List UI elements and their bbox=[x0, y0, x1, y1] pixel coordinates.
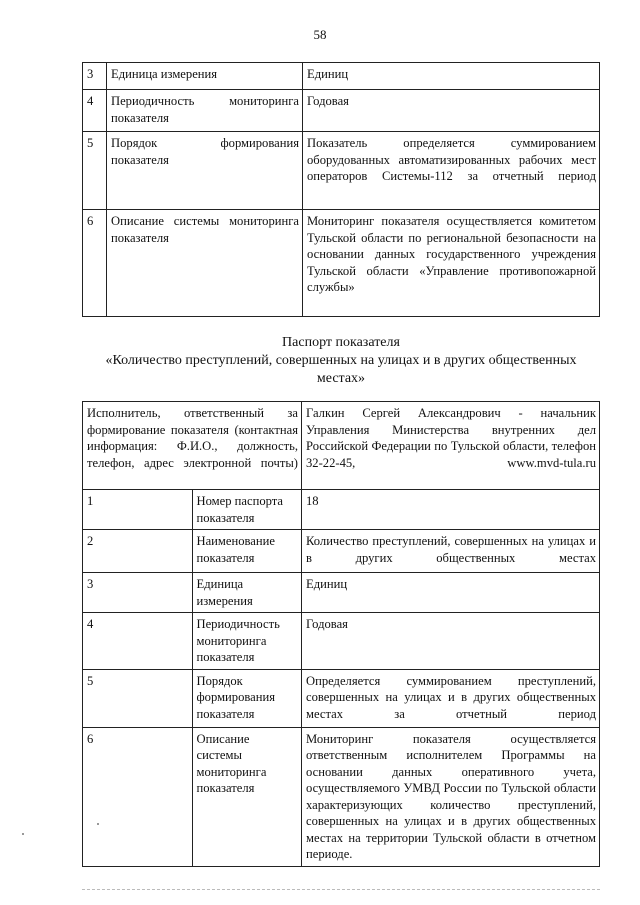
row-number: 3 bbox=[83, 63, 107, 90]
executor-label: Исполнитель, ответственный за формирование показателя (контактная информация: Ф.И.О., должность, телефон, адрес электронной почты) bbox=[83, 402, 302, 490]
row-number: 1 bbox=[83, 490, 193, 530]
row-label: Единица измерения bbox=[192, 573, 302, 613]
row-label: Описание системы мониторинга показателя bbox=[107, 210, 303, 317]
table-row bbox=[83, 402, 600, 490]
table-row bbox=[83, 490, 600, 530]
row-label: Периодичность мониторинга показателя bbox=[107, 90, 303, 132]
table-row bbox=[83, 63, 600, 90]
row-value: Единиц bbox=[302, 573, 600, 613]
indicator-passport-table bbox=[82, 401, 600, 867]
scan-speck bbox=[97, 823, 99, 825]
row-value: Количество преступлений, совершенных на улицах и в других общественных местах bbox=[302, 530, 600, 573]
row-label: Единица измерения bbox=[107, 63, 303, 90]
row-number: 6 bbox=[83, 727, 193, 866]
row-number: 5 bbox=[83, 132, 107, 210]
indicator-table-continued bbox=[82, 62, 600, 317]
row-number: 4 bbox=[83, 613, 193, 670]
table-row bbox=[83, 90, 600, 132]
row-number: 6 bbox=[83, 210, 107, 317]
table-row bbox=[83, 530, 600, 573]
row-label: Номер паспорта показателя bbox=[192, 490, 302, 530]
row-number: 5 bbox=[83, 669, 193, 727]
row-value: 18 bbox=[302, 490, 600, 530]
row-number: 2 bbox=[83, 530, 193, 573]
table-row bbox=[83, 613, 600, 670]
table-row bbox=[83, 573, 600, 613]
row-value: Годовая bbox=[302, 613, 600, 670]
row-value: Мониторинг показателя осуществляется ответственным исполнителем Программы на основании данных оперативного учета, осуществляемого УМВД России по Тульской области характеризующих количество преступлений, совершенных на улицах и в других общественных местах на территории Тульской области в отчетном периоде. bbox=[302, 727, 600, 866]
row-value: Мониторинг показателя осуществляется комитетом Тульской области по региональной безопасности на основании данных государственного учреждения Тульской области «Управление противопожарной службы» bbox=[303, 210, 600, 317]
table-row bbox=[83, 727, 600, 866]
table-row bbox=[83, 132, 600, 210]
row-number: 3 bbox=[83, 573, 193, 613]
table-row bbox=[83, 669, 600, 727]
row-value: Годовая bbox=[303, 90, 600, 132]
passport-title-line1: Паспорт показателя bbox=[282, 335, 400, 350]
row-label: Порядок формирования показателя bbox=[192, 669, 302, 727]
scan-speck bbox=[22, 833, 24, 835]
row-value: Единиц bbox=[303, 63, 600, 90]
passport-title-line2: «Количество преступлений, совершенных на улицах и в других общественных местах» bbox=[105, 353, 577, 386]
executor-value: Галкин Сергей Александрович - начальник Управления Министерства внутренних дел Российской Федерации по Тульской области, телефон 32-22-45, www.mvd-tula.ru bbox=[302, 402, 600, 490]
row-label: Описание системы мониторинга показателя bbox=[192, 727, 302, 866]
row-label: Порядок формирования показателя bbox=[107, 132, 303, 210]
passport-title bbox=[82, 334, 600, 388]
row-label: Периодичность мониторинга показателя bbox=[192, 613, 302, 670]
table-row bbox=[83, 210, 600, 317]
row-value: Показатель определяется суммированием оборудованных автоматизированных рабочих мест операторов Системы-112 за отчетный период bbox=[303, 132, 600, 210]
row-number: 4 bbox=[83, 90, 107, 132]
scan-bottom-edge bbox=[82, 889, 600, 892]
page-number: 58 bbox=[313, 27, 327, 42]
row-label: Наименование показателя bbox=[192, 530, 302, 573]
row-value: Определяется суммированием преступлений, совершенных на улицах и в других общественных местах за отчетный период bbox=[302, 669, 600, 727]
